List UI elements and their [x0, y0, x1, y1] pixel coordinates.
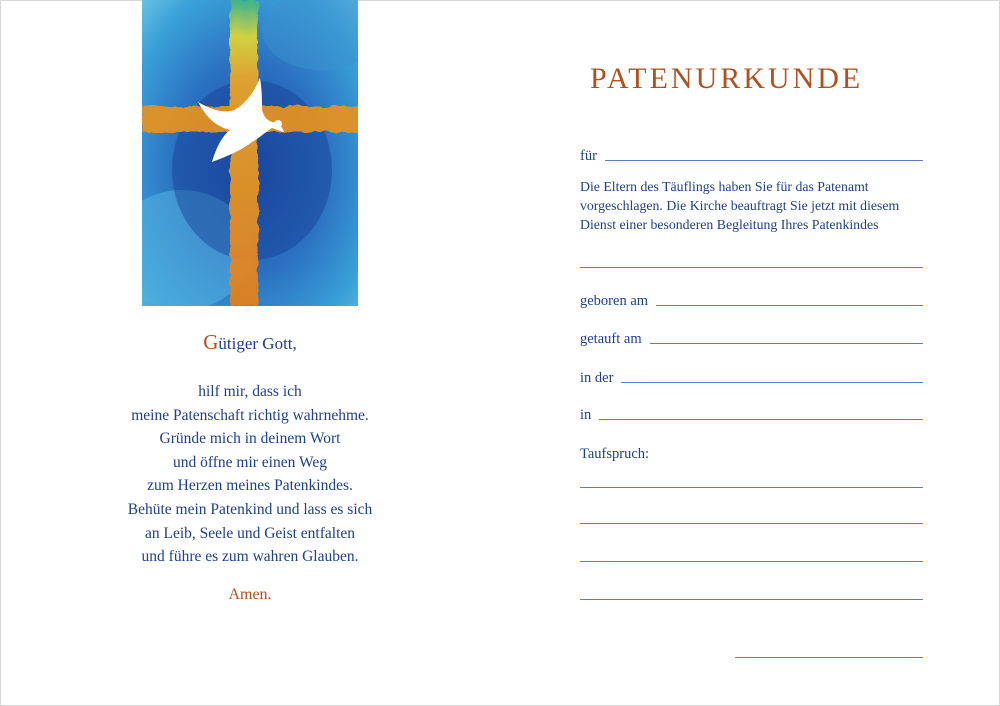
- church-row: [580, 365, 923, 387]
- verse-line-4[interactable]: [580, 599, 923, 600]
- place-row: [580, 402, 923, 424]
- prayer-amen: Amen.: [228, 586, 272, 603]
- dove-cross-icon: [142, 0, 358, 306]
- intro-line: Dienst einer besonderen Begleitung Ihres Patenkindes: [580, 217, 879, 232]
- intro-line: Die Eltern des Täuflings haben Sie für das Patenamt: [580, 179, 869, 194]
- prayer-line: und führe es zum wahren Glauben.: [141, 548, 359, 566]
- prayer-opening-text: ütiger Gott,: [218, 334, 297, 353]
- for-row: [580, 143, 923, 165]
- baptized-row: [580, 326, 923, 348]
- prayer-line: Gründe mich in deinem Wort: [159, 430, 341, 448]
- for-label: für: [580, 148, 597, 164]
- church-field[interactable]: [621, 381, 923, 383]
- prayer-initial: G: [203, 330, 219, 354]
- intro-text: [580, 177, 925, 234]
- in-label: in: [580, 407, 592, 423]
- baptized-field[interactable]: [650, 342, 923, 344]
- prayer-line: meine Patenschaft richtig wahrnehme.: [131, 406, 369, 424]
- in-der-label: in der: [580, 370, 614, 386]
- prayer-line: hilf mir, dass ich: [198, 383, 302, 400]
- verse-label: Taufspruch:: [580, 446, 650, 462]
- signature-line[interactable]: [735, 657, 923, 658]
- prayer-opening: [142, 330, 358, 355]
- verse-line-2[interactable]: [580, 523, 923, 524]
- godparent-name-field[interactable]: [580, 267, 923, 268]
- for-field[interactable]: [605, 159, 923, 161]
- prayer-line: zum Herzen meines Patenkindes.: [147, 477, 353, 495]
- verse-line-1[interactable]: [580, 487, 923, 488]
- born-label: geboren am: [580, 293, 649, 309]
- baptized-label: getauft am: [580, 331, 642, 347]
- verse-line-3[interactable]: [580, 561, 923, 562]
- certificate-title: PATENURKUNDE: [590, 62, 864, 95]
- prayer-line: Behüte mein Patenkind und lass es sich: [127, 500, 373, 518]
- born-field[interactable]: [656, 304, 923, 306]
- intro-line: vorgeschlagen. Die Kirche beauftragt Sie jetzt mit diesem: [580, 198, 900, 213]
- born-row: [580, 288, 923, 310]
- prayer-line: und öffne mir einen Weg: [172, 453, 327, 471]
- place-field[interactable]: [599, 418, 923, 420]
- prayer-line: an Leib, Seele und Geist entfalten: [144, 524, 356, 542]
- dove-cross-illustration: [142, 0, 358, 306]
- prayer-body: [100, 380, 400, 569]
